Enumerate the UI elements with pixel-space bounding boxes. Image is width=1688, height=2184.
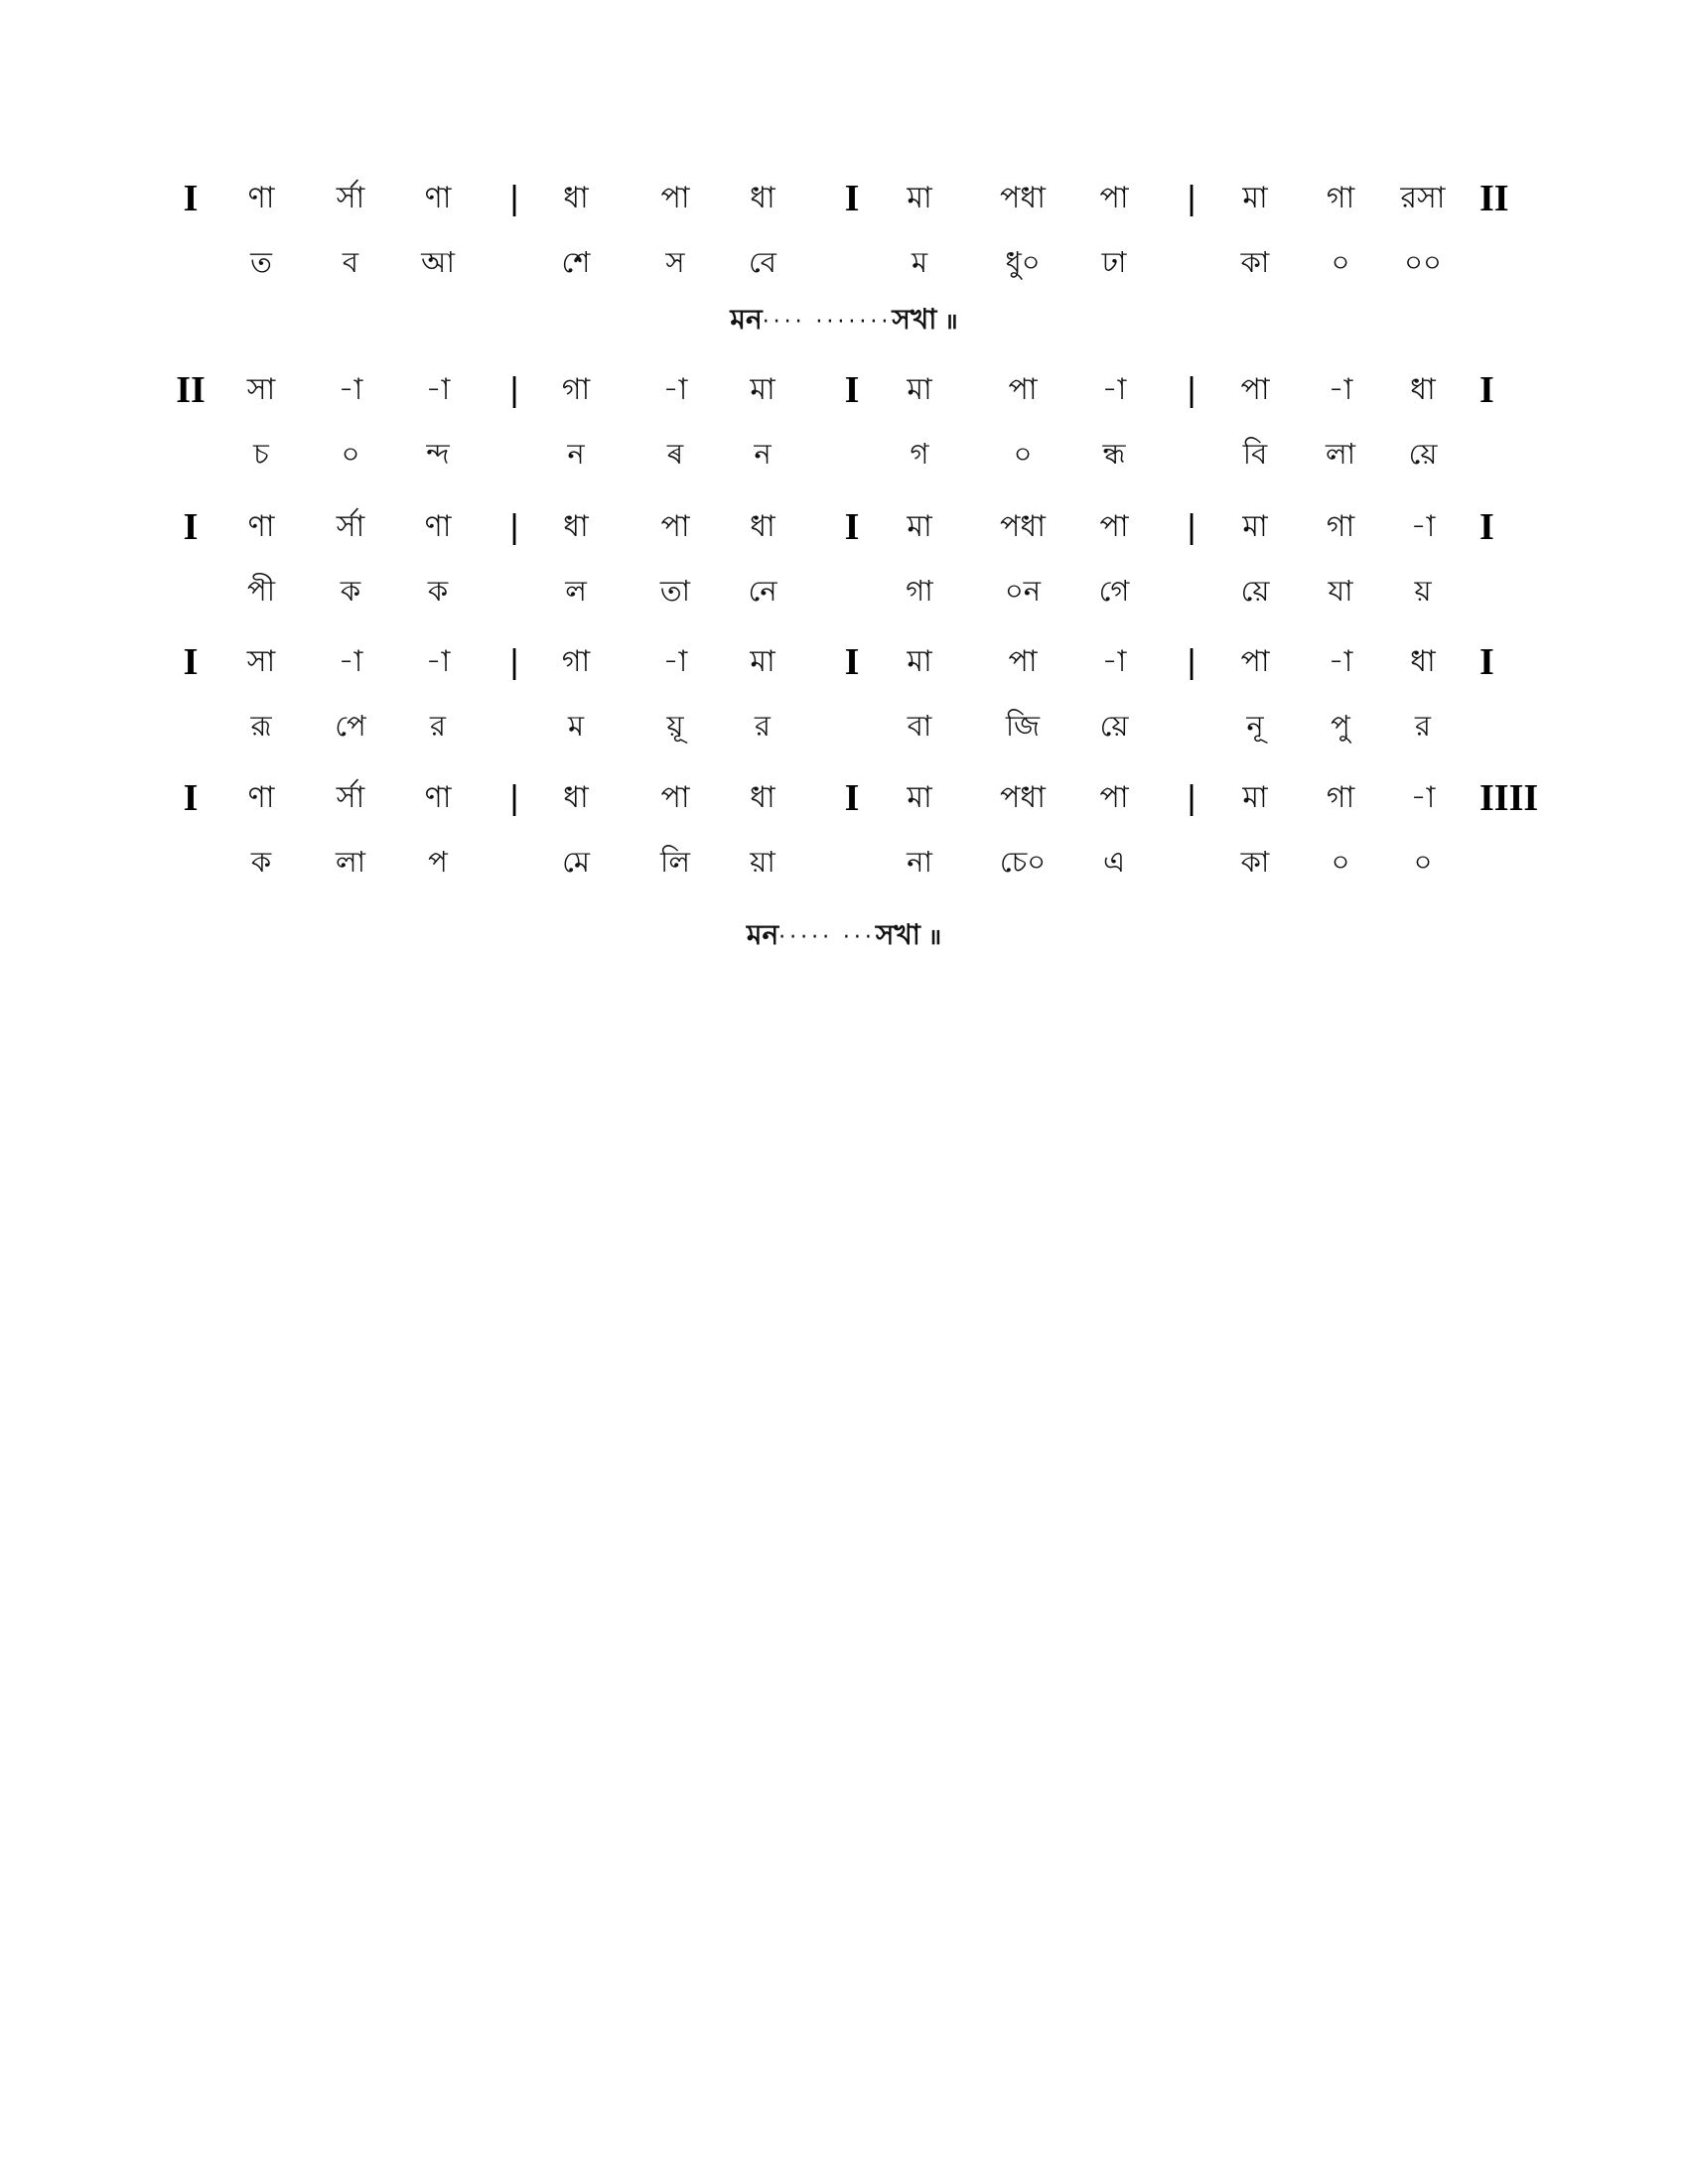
lyric-syllable: রূ <box>250 709 272 743</box>
refrain-line <box>0 913 1688 960</box>
note: সা <box>246 372 276 407</box>
note: রসা <box>1400 181 1446 215</box>
bar-end: I <box>1479 641 1494 683</box>
refrain-end: সখা <box>875 918 920 951</box>
lyric-syllable: স <box>665 245 685 279</box>
bar-line: | <box>509 371 519 409</box>
note: ধা <box>1410 372 1436 407</box>
lyric-syllable: পে <box>335 709 366 743</box>
note: ণা <box>424 780 452 815</box>
note: ধা <box>750 780 775 815</box>
lyric-syllable: ন <box>754 437 772 471</box>
note: ধা <box>563 509 589 544</box>
lyric-syllable: ০ <box>1331 845 1350 879</box>
lyric-syllable: নে <box>748 574 777 608</box>
note: পা <box>1099 780 1129 815</box>
lyric-syllable: তা <box>659 574 691 608</box>
bar-start: I <box>183 641 199 683</box>
lyric-syllable: গ <box>910 437 929 471</box>
note: পা <box>1008 372 1038 407</box>
note: ধা <box>563 780 589 815</box>
note: -া <box>1101 372 1127 407</box>
lyric-syllable: আ <box>421 245 455 279</box>
bar-end: I <box>1479 506 1494 548</box>
note: র্সা <box>336 181 365 215</box>
bar-line: | <box>1187 180 1196 217</box>
lyric-syllable: ক <box>340 574 361 608</box>
spacer <box>806 303 816 336</box>
note: মা <box>907 780 932 815</box>
lyric-syllable: গা <box>906 574 933 608</box>
bar-start: I <box>183 506 199 548</box>
note: পা <box>660 181 690 215</box>
notes-line <box>0 636 1688 688</box>
refrain-mark: ॥ <box>944 310 958 335</box>
lyric-syllable: জি <box>1005 709 1041 743</box>
lyric-syllable: ০ন <box>1004 574 1042 608</box>
note: -া <box>425 644 451 679</box>
lyric-syllable: ক <box>427 574 449 608</box>
lyric-syllable: মে <box>562 845 590 879</box>
note: পা <box>1008 644 1038 679</box>
note: গা <box>1326 509 1355 544</box>
note: পধা <box>1000 181 1046 215</box>
note: পা <box>660 509 690 544</box>
lyric-syllable: বা <box>907 709 932 743</box>
lyric-syllable: য়ে <box>1099 709 1129 743</box>
lyric-syllable: র <box>430 709 446 743</box>
refrain-start: মন <box>746 918 779 951</box>
refrain-dots: ··· <box>842 925 876 950</box>
note: -া <box>1410 509 1436 544</box>
lyric-syllable: প <box>428 845 448 879</box>
note: -া <box>1101 644 1127 679</box>
lyric-syllable: না <box>907 845 932 879</box>
bar-line: | <box>1187 643 1196 681</box>
bar-line: | <box>1187 779 1196 817</box>
bar-end: II <box>1479 178 1509 219</box>
lyric-syllable: য়ূ <box>666 709 684 743</box>
bar-end: I <box>1479 369 1494 411</box>
lyric-syllable: ন <box>567 437 585 471</box>
note: পা <box>1099 509 1129 544</box>
lyric-syllable: ০ <box>1013 437 1033 471</box>
note: পধা <box>1000 780 1046 815</box>
bar-line: | <box>509 508 519 546</box>
note: মা <box>1242 181 1268 215</box>
lyric-syllable: ল <box>565 574 587 608</box>
lyric-syllable: ০ <box>1413 845 1433 879</box>
bar-line: | <box>509 779 519 817</box>
note: সা <box>246 644 276 679</box>
lyric-syllable: কা <box>1240 245 1270 279</box>
lyric-syllable: ন্ধ <box>1102 437 1126 471</box>
note: ণা <box>247 181 275 215</box>
note: পা <box>1099 181 1129 215</box>
notes-line <box>0 501 1688 553</box>
note: ধা <box>1410 644 1436 679</box>
lyric-syllable: শে <box>561 245 591 279</box>
note: -া <box>338 372 363 407</box>
lyric-syllable: য়া <box>750 845 775 879</box>
note: গা <box>561 644 591 679</box>
note: -া <box>1328 644 1353 679</box>
note: র্সা <box>336 780 365 815</box>
lyric-syllable: বি <box>1242 437 1268 471</box>
bar-line: | <box>1187 371 1196 409</box>
refrain-start: মন <box>730 303 763 336</box>
note: ণা <box>247 780 275 815</box>
lyric-syllable: কা <box>1240 845 1270 879</box>
lyric-syllable: র <box>755 709 771 743</box>
lyrics-line <box>0 428 1688 479</box>
note: -া <box>425 372 451 407</box>
bar-mid: I <box>844 777 860 819</box>
note: পা <box>1240 644 1270 679</box>
note: -া <box>1328 372 1353 407</box>
note: মা <box>907 644 932 679</box>
notes-line <box>0 772 1688 824</box>
lyrics-line <box>0 700 1688 751</box>
lyric-syllable: ০ <box>341 437 360 471</box>
note: মা <box>750 644 775 679</box>
lyrics-line <box>0 836 1688 887</box>
note: মা <box>1242 780 1268 815</box>
lyric-syllable: ম <box>567 709 585 743</box>
note: পা <box>1240 372 1270 407</box>
lyric-syllable: চে০ <box>999 845 1047 879</box>
note: ধা <box>750 509 775 544</box>
lyric-syllable: নূ <box>1246 709 1264 743</box>
lyric-syllable: চ <box>253 437 269 471</box>
bar-end: IIII <box>1479 777 1539 819</box>
refrain-end: সখা <box>892 303 937 336</box>
note: মা <box>750 372 775 407</box>
note: ণা <box>247 509 275 544</box>
note: -া <box>338 644 363 679</box>
bar-mid: I <box>844 369 860 411</box>
lyric-syllable: য়ে <box>1408 437 1438 471</box>
note: মা <box>907 372 932 407</box>
notes-line <box>0 173 1688 224</box>
note: -া <box>662 372 688 407</box>
bar-line: | <box>509 643 519 681</box>
lyric-syllable: ধু০ <box>1005 245 1041 279</box>
lyric-syllable: বে <box>749 245 776 279</box>
note: -া <box>1410 780 1436 815</box>
notes-line <box>0 364 1688 416</box>
bar-mid: I <box>844 641 860 683</box>
note: গা <box>1326 780 1355 815</box>
bar-start: I <box>183 777 199 819</box>
note: ধা <box>750 181 775 215</box>
lyric-syllable: ঢা <box>1101 245 1127 279</box>
note: গা <box>1326 181 1355 215</box>
bar-start: I <box>183 178 199 219</box>
lyric-syllable: ত <box>250 245 272 279</box>
note: মা <box>1242 509 1268 544</box>
note: ধা <box>563 181 589 215</box>
note: গা <box>561 372 591 407</box>
note: র্সা <box>336 509 365 544</box>
note: পধা <box>1000 509 1046 544</box>
bar-mid: I <box>844 178 860 219</box>
lyrics-line <box>0 236 1688 288</box>
refrain-line <box>0 298 1688 344</box>
note: মা <box>907 181 932 215</box>
lyric-syllable: গে <box>1098 574 1130 608</box>
lyric-syllable: যা <box>1328 574 1353 608</box>
lyric-syllable: লি <box>660 845 690 879</box>
note: মা <box>907 509 932 544</box>
lyric-syllable: লা <box>1325 437 1356 471</box>
lyrics-line <box>0 565 1688 616</box>
lyric-syllable: ০ <box>1331 245 1350 279</box>
note: পা <box>660 780 690 815</box>
lyric-syllable: লা <box>335 845 366 879</box>
note: ণা <box>424 509 452 544</box>
bar-mid: I <box>844 506 860 548</box>
refrain-dots: ···· <box>762 310 806 335</box>
refrain-dots: ····· <box>778 925 834 950</box>
note: ণা <box>424 181 452 215</box>
lyric-syllable: এ <box>1102 845 1126 879</box>
lyric-syllable: ক <box>250 845 272 879</box>
lyric-syllable: ম <box>911 245 928 279</box>
lyric-syllable: পু <box>1331 709 1350 743</box>
refrain-mark: ॥ <box>927 925 942 950</box>
lyric-syllable: ন্দ <box>426 437 450 471</box>
lyric-syllable: ৰ <box>666 437 684 471</box>
bar-line: | <box>1187 508 1196 546</box>
bar-start: II <box>176 369 206 411</box>
lyric-syllable: ০০ <box>1404 245 1442 279</box>
bar-line: | <box>509 180 519 217</box>
lyric-syllable: র <box>1415 709 1431 743</box>
lyric-syllable: য় <box>1414 574 1432 608</box>
lyric-syllable: ব <box>342 245 359 279</box>
spacer <box>833 918 843 951</box>
lyric-syllable: পী <box>247 574 275 608</box>
note: -া <box>662 644 688 679</box>
refrain-dots: ······· <box>815 310 893 335</box>
lyric-syllable: য়ে <box>1240 574 1270 608</box>
